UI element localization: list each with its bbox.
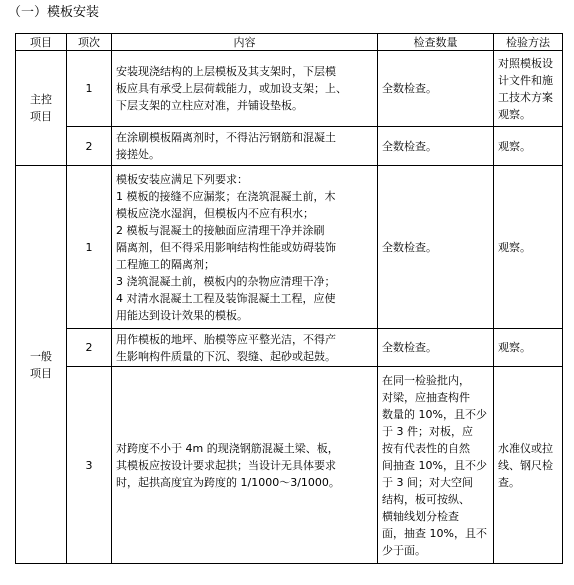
row-content [112,51,378,127]
method-line: 对照模板设 [498,56,553,70]
content-line: 生影响构件质量的下沉、裂缝、起砂或起鼓。 [116,349,336,363]
content-line: 用作模板的地坪、胎模等应平整光洁，不得产 [116,332,336,346]
row-quantity [378,166,494,329]
quantity-line: 面，抽查 10%，且不 [382,526,487,540]
table-row [16,127,563,166]
table-row [16,367,563,564]
quantity-line: 全数检查。 [382,82,437,95]
content-line: 安装现浇结构的上层模板及其支架时，下层模 [116,65,336,78]
row-content [112,127,378,166]
method-line: 观察。 [498,139,531,153]
row-method [494,51,563,127]
content-line: 模板应浇水湿润，但模板内不应有积水； [116,206,314,220]
group-label-line: 一般 [30,349,52,363]
quantity-line: 数量的 10%，且不少 [382,407,487,421]
content-line: 隔离剂，但不得采用影响结构性能或妨碍装饰 [116,240,336,254]
quantity-line: 全数检查。 [382,139,437,153]
group-label-line: 主控 [30,93,52,106]
content-line: 1 模板的接缝不应漏浆；在浇筑混凝土前，木 [116,189,336,203]
row-quantity [378,329,494,367]
quantity-line: 于 3 件；对板，应 [382,424,473,438]
content-line: 在涂刷模板隔离剂时，不得沾污钢筋和混凝土 [116,131,336,144]
group-label-main [16,51,67,166]
quantity-line: 按有代表性的自然 [382,441,470,455]
quantity-line: 全数检查。 [382,240,437,254]
header-item: 项目 [16,34,67,51]
quantity-line: 结构，板可按纵、 [382,492,470,506]
quantity-line: 少于面。 [382,543,426,557]
section-title: （一）模板安装 [8,5,100,20]
row-quantity [378,51,494,127]
row-number: 2 [67,329,112,367]
row-method [494,127,563,166]
quantity-line: 横轴线划分检查 [382,509,459,523]
header-method: 检验方法 [494,34,563,51]
row-content [112,367,378,564]
quantity-line: 全数检查。 [382,341,437,354]
content-line: 接搓处。 [116,148,160,161]
content-line: 3 浇筑混凝土前，模板内的杂物应清理干净； [116,274,336,288]
content-line: 2 模板与混凝土的接触面应清理干净并涂刷 [116,223,325,237]
method-line: 观察。 [498,107,531,121]
method-line: 观察。 [498,341,531,354]
content-line: 板应具有承受上层荷载能力，或加设支架；上、 [116,82,347,95]
quantity-line: 于 3 间；对大空间 [382,475,473,489]
content-line: 工程施工的隔离剂； [116,257,215,271]
header-quantity: 检查数量 [378,34,494,51]
content-line: 对跨度不小于 4m 的现浇钢筋混凝土梁、板， [116,441,339,455]
group-label-line: 项目 [30,366,52,380]
table-header-row [16,34,563,51]
header-content: 内容 [112,34,378,51]
quantity-line: 间抽查 10%，且不少 [382,458,487,472]
row-content [112,166,378,329]
content-line: 用能达到设计效果的模板。 [116,308,248,322]
method-line: 计文件和施 [498,73,553,87]
content-line: 模板安装应满足下列要求： [116,172,248,186]
method-line: 观察。 [498,240,531,254]
row-method [494,166,563,329]
table-row [16,51,563,127]
group-label-line: 项目 [30,110,52,123]
table-row [16,166,563,329]
method-line: 水准仪或拉 [498,441,553,455]
content-line: 4 对清水混凝土工程及装饰混凝土工程，应使 [116,291,336,305]
row-number: 3 [67,367,112,564]
row-quantity [378,127,494,166]
row-number: 1 [67,51,112,127]
row-method [494,367,563,564]
content-line: 下层支架的立柱应对准，并铺设垫板。 [116,99,303,112]
row-number: 1 [67,166,112,329]
content-line: 时，起拱高度宜为跨度的 1/1000～3/1000。 [116,475,340,489]
row-quantity [378,367,494,564]
quantity-line: 对梁，应抽查构件 [382,390,470,404]
row-content [112,329,378,367]
group-label-general [16,166,67,564]
method-line: 查。 [498,475,520,489]
header-no: 项次 [67,34,112,51]
table-row [16,329,563,367]
row-method [494,329,563,367]
formwork-inspection-table [15,33,563,564]
method-line: 工技术方案 [498,90,553,104]
row-number: 2 [67,127,112,166]
method-line: 线、钢尺检 [498,458,553,472]
content-line: 其模板应按设计要求起拱；当设计无具体要求 [116,458,336,472]
quantity-line: 在同一检验批内， [382,373,470,387]
